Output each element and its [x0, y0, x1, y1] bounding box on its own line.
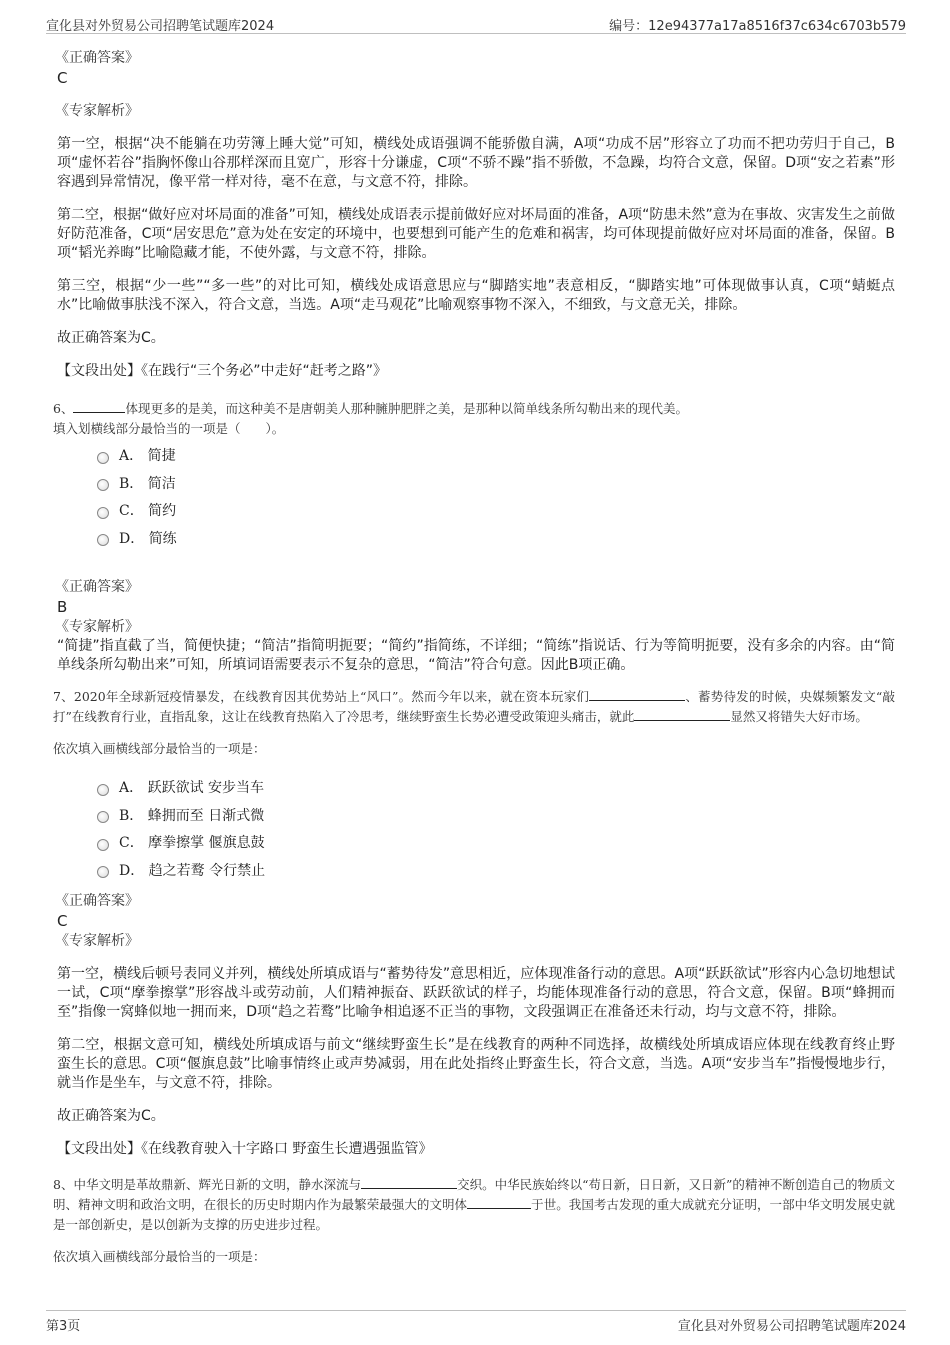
q6-option-b-text: 简洁 — [147, 475, 176, 492]
page-header — [46, 14, 906, 34]
page-footer — [46, 1310, 906, 1332]
q5-analysis-p2: 第二空，根据“做好应对坏局面的准备”可知，横线处成语表示提前做好应对坏局面的准备，A项“防患未然”意为在事故、灾害发生之前做好防范准备，C项“居安思危”意为处在安定的环境中，也要想到可能产生的危难和祸害，均可体现提前做好应对坏局面的准备，保留。B项“韬光养晦”比喻隐藏才能，不使外露，与文意不符，排除。 — [57, 207, 895, 261]
q6-option-d-text: 简练 — [148, 530, 177, 547]
q7-answer: C — [57, 912, 68, 930]
q7-question — [53, 687, 895, 759]
q7-option-d[interactable] — [97, 858, 895, 886]
radio-icon[interactable] — [97, 452, 109, 464]
q7-option-d-text: 趋之若鹜 令行禁止 — [148, 862, 266, 879]
q7-instruction: 依次填入画横线部分最恰当的一项是： — [53, 741, 266, 756]
q7-option-a-text: 跃跃欲试 安步当车 — [147, 780, 265, 796]
q6-option-c-key: C． — [119, 503, 144, 519]
q7-text — [53, 687, 895, 727]
q8-question — [53, 1175, 895, 1267]
q8-instruction: 依次填入画横线部分最恰当的一项是： — [53, 1249, 266, 1264]
q5-analysis-p3: 第三空，根据“少一些”“多一些”的对比可知，横线处成语意思应与“脚踏实地”表意相反，“脚踏实地”可体现做事认真，C项“蜻蜓点水”比喻做事肤浅不深入，符合文意，当选。A项“走马观花”比喻观察事物不深入，不细致，与文意无关，排除。 — [57, 278, 895, 313]
q5-analysis-p1: 第一空，根据“决不能躺在功劳簿上睡大觉”可知，横线处成语强调不能骄傲自满，A项“功成不居”形容立了功而不把功劳归于自己，B项“虚怀若谷”指胸怀像山谷那样深而且宽广，形容十分谦虚，C项“不骄不躁”指不骄傲，不急躁，均符合文意，保留。D项“安之若素”形容遇到异常情况，像平常一样对待，毫不在意，与文意不符，排除。 — [57, 136, 895, 190]
correct-answer-label: 《正确答案》 — [55, 50, 139, 66]
q7-conclusion: 故正确答案为C。 — [57, 1108, 165, 1124]
q5-answer: C — [57, 69, 68, 87]
q7-analysis-p1: 第一空，横线后顿号表同义并列，横线处所填成语与“蓄势待发”意思相近，应体现准备行动的意思。A项“跃跃欲试”形容内心急切地想试一试，C项“摩拳擦掌”形容战斗或劳动前，人们精神振奋、跃跃欲试的样子，均能体现准备行动的意思，符合文意，保留。B项“蜂拥而至”指像一窝蜂似地一拥而来，D项“趋之若鹜”比喻争相追逐不正当的事物，文段强调正在准备还未行动，均与文意不符，排除。 — [57, 966, 895, 1020]
q7-option-b[interactable] — [97, 803, 895, 831]
correct-answer-label: 《正确答案》 — [55, 579, 139, 595]
q7-option-d-key: D． — [119, 862, 145, 879]
radio-icon[interactable] — [97, 866, 109, 878]
q6-options — [97, 443, 895, 553]
expert-analysis-label: 《专家解析》 — [55, 619, 139, 635]
expert-analysis-label: 《专家解析》 — [55, 933, 139, 949]
header-title: 宣化县对外贸易公司招聘笔试题库2024 — [46, 19, 275, 34]
q8-number: 8、 — [53, 1177, 74, 1192]
q5-source: 【文段出处】《在践行“三个务必”中走好“赶考之路”》 — [57, 363, 388, 379]
q6-question — [53, 399, 895, 439]
q7-text-part3: 显然又将错失大好市场。 — [730, 709, 868, 724]
q7-text-part1: 2020年全球新冠疫情暴发，在线教育因其优势站上“风口”。然而今年以来，就在资本玩家们 — [73, 689, 590, 704]
q7-option-a-key: A． — [119, 780, 144, 796]
q7-option-c-key: C． — [119, 835, 144, 851]
q6-option-c[interactable] — [97, 498, 895, 526]
page-number: 第3页 — [46, 1319, 81, 1334]
q7-blank-1 — [589, 687, 685, 701]
q8-text-part3: 于世。我国考古发现的重大成就充分证明，一部中华文明发展史就是一部创新史，是以创新为支撑的历史进步过程。 — [53, 1197, 895, 1232]
q7-option-c-text: 摩拳擦掌 偃旗息鼓 — [148, 835, 265, 851]
q8-text — [53, 1175, 895, 1235]
header-doc-id: 编号：12e94377a17a8516f37c634c6703b579 — [609, 19, 906, 34]
footer-title: 宣化县对外贸易公司招聘笔试题库2024 — [677, 1319, 906, 1334]
page-content — [53, 48, 895, 1267]
q6-option-b-key: B． — [119, 475, 144, 492]
q7-option-b-text: 蜂拥而至 日渐式微 — [147, 807, 265, 824]
q8-blank-1 — [361, 1175, 457, 1189]
q6-option-d[interactable] — [97, 526, 895, 554]
q8-text-part1: 中华文明是革故鼎新、辉光日新的文明，静水深流与 — [73, 1177, 362, 1192]
q6-number: 6、 — [53, 401, 74, 416]
q6-option-a-text: 简捷 — [147, 448, 176, 464]
q5-conclusion: 故正确答案为C。 — [57, 330, 165, 346]
radio-icon[interactable] — [97, 534, 109, 546]
radio-icon[interactable] — [97, 507, 109, 519]
q8-blank-2 — [467, 1195, 531, 1209]
q7-options — [97, 775, 895, 885]
q7-option-c[interactable] — [97, 830, 895, 858]
q6-instruction: 填入划横线部分最恰当的一项是（ ）。 — [53, 421, 285, 436]
q6-option-a[interactable] — [97, 443, 895, 471]
q6-answer: B — [57, 598, 68, 616]
radio-icon[interactable] — [97, 784, 109, 796]
radio-icon[interactable] — [97, 479, 109, 491]
expert-analysis-label: 《专家解析》 — [55, 103, 139, 119]
q7-source: 【文段出处】《在线教育驶入十字路口 野蛮生长遭遇强监管》 — [57, 1141, 433, 1157]
q6-option-c-text: 简约 — [148, 503, 177, 519]
q6-option-b[interactable] — [97, 471, 895, 499]
q6-text-after-blank: 体现更多的是美，而这种美不是唐朝美人那种臃肿肥胖之美，是那种以简单线条所勾勒出来的现代美。 — [125, 401, 688, 416]
q7-blank-2 — [634, 707, 730, 721]
q6-option-d-key: D． — [119, 530, 145, 547]
radio-icon[interactable] — [97, 839, 109, 851]
q7-text-part2: 、蓄势待发的时候，央媒频繁发文“敲打”在线教育行业，直指乱象，这让在线教育热陷入了冷思考，继续野蛮生长势必遭受政策迎头痛击，就此 — [53, 689, 895, 724]
q6-text — [53, 399, 895, 419]
q7-option-b-key: B． — [119, 807, 144, 824]
q8-text-part2: 交织。中华民族始终以“苟日新，日日新，又日新”的精神不断创造自己的物质文明、精神文明和政治文明，在很长的历史时期内作为最繁荣最强大的文明体 — [53, 1177, 895, 1212]
q6-analysis: “简捷”指直截了当，简便快捷；“简洁”指简明扼要；“简约”指简练，不详细；“简练”指说话、行为等简明扼要，没有多余的内容。由“简单线条所勾勒出来”可知，所填词语需要表示不复杂的意思，“简洁”符合句意。因此B项正确。 — [57, 638, 895, 673]
q7-option-a[interactable] — [97, 775, 895, 803]
radio-icon[interactable] — [97, 811, 109, 823]
q6-blank — [73, 399, 125, 413]
q7-number: 7、 — [53, 689, 74, 704]
q7-analysis-p2: 第二空，根据文意可知，横线处所填成语与前文“继续野蛮生长”是在线教育的两种不同选择，故横线处所填成语应体现在线教育终止野蛮生长的意思。C项“偃旗息鼓”比喻事情终止或声势减弱，用在此处指终止野蛮生长，符合文意，当选。A项“安步当车”指慢慢地步行，就当作是坐车，与文意不符，排除。 — [57, 1037, 895, 1091]
q6-option-a-key: A． — [119, 448, 144, 464]
correct-answer-label: 《正确答案》 — [55, 893, 139, 909]
